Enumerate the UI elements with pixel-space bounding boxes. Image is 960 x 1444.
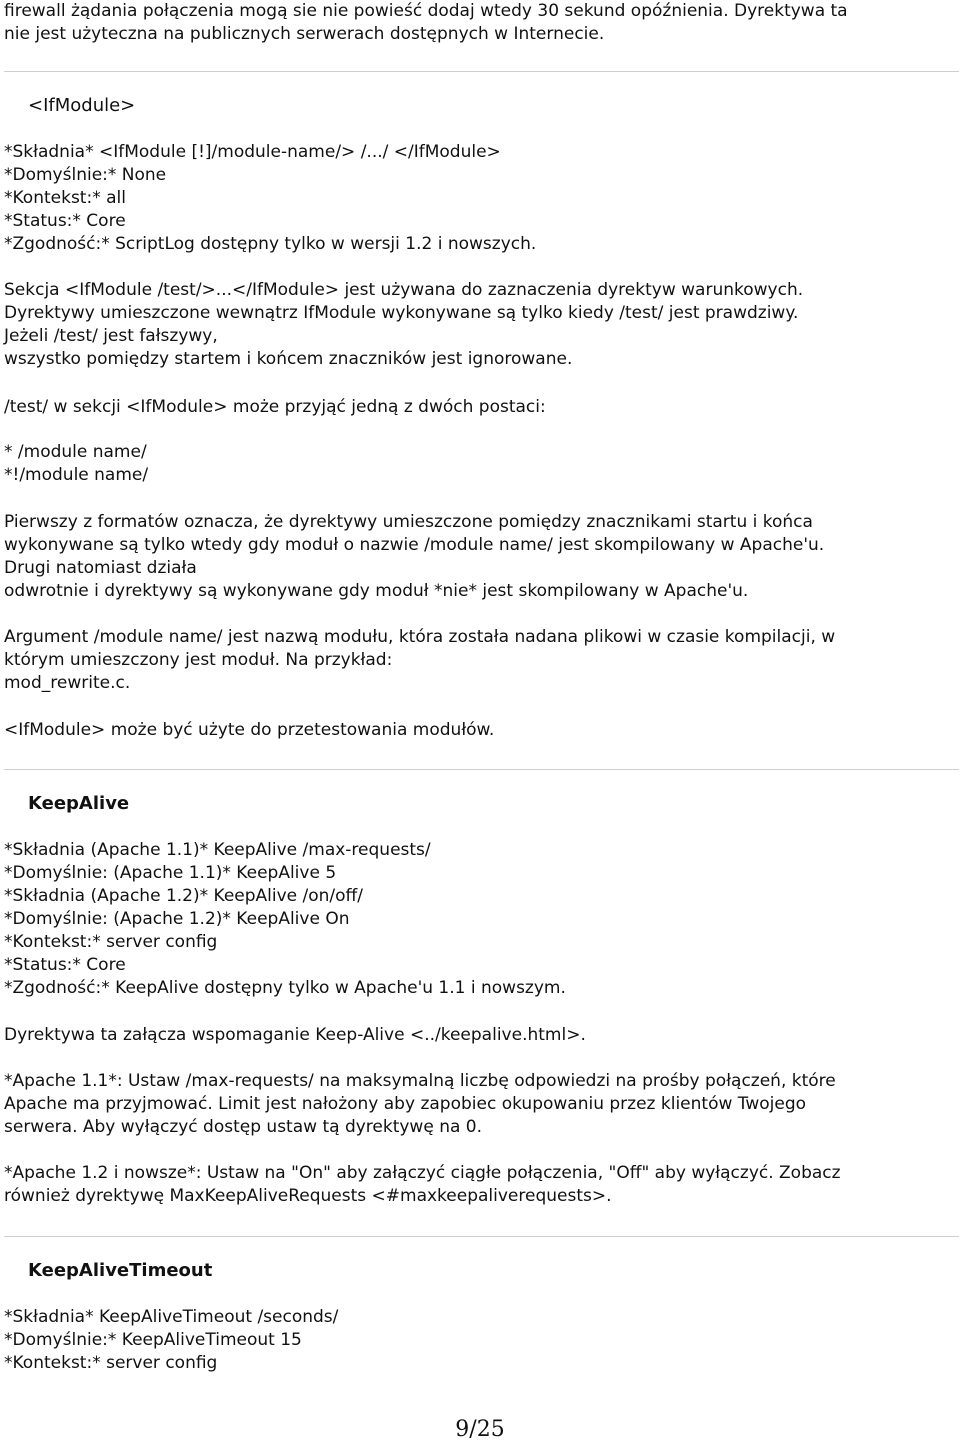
spec-line: *Zgodność:* KeepAlive dostępny tylko w Apache'u 1.1 i nowszym. [4,978,566,998]
text-line: Drugi natomiast działa [4,558,197,578]
keepalive-paragraph-2 [4,1070,960,1139]
text-line: Dyrektywa ta załącza wspomaganie Keep-Alive <../keepalive.html>. [4,1025,586,1045]
keepalive-paragraph-3 [4,1162,960,1208]
page-current: 9 [455,1417,470,1442]
text-line: wszystko pomiędzy startem i końcem znaczników jest ignorowane. [4,349,573,369]
keepalivetimeout-specs [4,1306,960,1375]
section-divider [4,1236,959,1237]
spec-line: *Kontekst:* server config [4,932,218,952]
list-item: *!/module name/ [4,465,149,485]
spec-line: *Domyślnie:* KeepAliveTimeout 15 [4,1330,302,1350]
spec-line: *Składnia (Apache 1.1)* KeepAlive /max-requests/ [4,840,431,860]
text-line: wykonywane są tylko wtedy gdy moduł o nazwie /module name/ jest skompilowany w Apache'u. [4,535,825,555]
keepalive-paragraph-1 [4,1024,960,1047]
ifmodule-paragraph-5 [4,719,960,742]
spec-line: *Składnia (Apache 1.2)* KeepAlive /on/off/ [4,886,364,906]
spec-line: *Składnia* KeepAliveTimeout /seconds/ [4,1307,339,1327]
text-line: serwera. Aby wyłączyć dostęp ustaw tą dyrektywę na 0. [4,1117,483,1137]
page-separator: / [469,1417,477,1442]
spec-line: *Domyślnie: (Apache 1.1)* KeepAlive 5 [4,863,337,883]
text-line: nie jest użyteczna na publicznych serwerach dostępnych w Internecie. [4,24,605,44]
ifmodule-heading: <IfModule> [28,95,136,116]
text-line: Argument /module name/ jest nazwą modułu, która została nadana plikowi w czasie kompilacji, w [4,627,836,647]
spec-line: *Status:* Core [4,955,126,975]
intro-paragraph [4,0,960,46]
text-line: również dyrektywę MaxKeepAliveRequests <#maxkeepaliverequests>. [4,1186,612,1206]
page-total: 25 [476,1417,505,1442]
list-item: * /module name/ [4,442,147,462]
text-line: /test/ w sekcji <IfModule> może przyjąć jedną z dwóch postaci: [4,397,546,417]
text-line: którym umieszczony jest moduł. Na przykład: [4,650,393,670]
ifmodule-paragraph-1 [4,279,960,371]
status-line: *Status:* Core [4,211,126,231]
ifmodule-paragraph-2 [4,396,960,419]
spec-line: *Domyślnie: (Apache 1.2)* KeepAlive On [4,909,350,929]
ifmodule-paragraph-3 [4,511,960,603]
ifmodule-specs [4,141,960,256]
page-number [0,1416,960,1444]
section-divider [4,71,959,72]
ifmodule-forms-list [4,441,960,487]
text-line: Jeżeli /test/ jest fałszywy, [4,326,218,346]
text-line: Dyrektywy umieszczone wewnątrz IfModule wykonywane są tylko kiedy /test/ jest prawdziwy. [4,303,799,323]
text-line: Apache ma przyjmować. Limit jest nałożony aby zapobiec okupowaniu przez klientów Twojego [4,1094,807,1114]
syntax-line: *Składnia* <IfModule [!]/module-name/> /.../ </IfModule> [4,142,501,162]
keepalivetimeout-heading: KeepAliveTimeout [28,1260,213,1281]
ifmodule-paragraph-4 [4,626,960,695]
text-line: mod_rewrite.c. [4,673,131,693]
text-line: *Apache 1.2 i nowsze*: Ustaw na "On" aby załączyć ciągłe połączenia, "Off" aby wyłączyć. Zobacz [4,1163,841,1183]
section-divider [4,769,959,770]
spec-line: *Kontekst:* server config [4,1353,218,1373]
keepalive-heading: KeepAlive [28,793,130,814]
text-line: *Apache 1.1*: Ustaw /max-requests/ na maksymalną liczbę odpowiedzi na prośby połączeń, które [4,1071,836,1091]
text-line: Sekcja <IfModule /test/>...</IfModule> jest używana do zaznaczenia dyrektyw warunkowych. [4,280,804,300]
keepalive-specs [4,839,960,1000]
context-line: *Kontekst:* all [4,188,126,208]
default-line: *Domyślnie:* None [4,165,167,185]
text-line: Pierwszy z formatów oznacza, że dyrektywy umieszczone pomiędzy znacznikami startu i końca [4,512,813,532]
compat-line: *Zgodność:* ScriptLog dostępny tylko w wersji 1.2 i nowszych. [4,234,537,254]
text-line: odwrotnie i dyrektywy są wykonywane gdy moduł *nie* jest skompilowany w Apache'u. [4,581,749,601]
text-line: <IfModule> może być użyte do przetestowania modułów. [4,720,495,740]
text-line: firewall żądania połączenia mogą sie nie powieść dodaj wtedy 30 sekund opóźnienia. Dyrektywa ta [4,1,848,21]
